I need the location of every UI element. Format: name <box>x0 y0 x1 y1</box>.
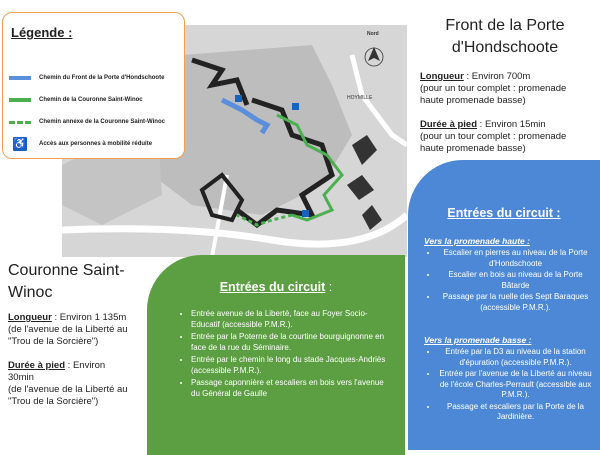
couronne-entries-panel <box>147 255 405 455</box>
length-label: Longueur <box>420 71 464 82</box>
dashed-line-icon <box>9 121 31 124</box>
lower-label: Vers la promenade basse : <box>424 335 532 345</box>
legend-label: Chemin du Front de la Porte d'Hondschoote <box>39 75 165 81</box>
upper-list <box>426 248 593 314</box>
list-item: • Entrée par le chemin le long du stade Jacques-Andriès (accessible P.M.R.). <box>191 355 391 376</box>
pmr-marker <box>235 95 242 102</box>
couronne-entries-list <box>177 309 391 401</box>
length-note: (de l'avenue de la Liberté au "Trou de la Sorcière") <box>8 324 128 347</box>
list-item: • Passage caponnière et escaliers en bois vers l'avenue du Général de Gaulle <box>191 378 391 399</box>
front-length <box>420 71 590 107</box>
couronne-title: Couronne Saint-Winoc <box>8 262 125 301</box>
length-value: : Environ 1 135m <box>51 312 127 323</box>
length-label: Longueur <box>8 312 52 323</box>
front-duration <box>420 119 590 155</box>
upper-label: Vers la promenade haute : <box>424 236 530 246</box>
legend-title: Légende : <box>11 25 73 40</box>
couronne-entries-title <box>147 280 405 294</box>
wheelchair-icon: ♿ <box>13 138 27 150</box>
couronne-length <box>8 312 133 348</box>
legend <box>2 12 185 159</box>
lower-list <box>426 347 593 424</box>
green-line-icon <box>9 98 31 102</box>
duration-value: : Environ 15min <box>477 119 546 130</box>
list-item: • Entrée avenue de la Liberté, face au Foyer Socio-Educatif (accessible P.M.R.). <box>191 309 391 330</box>
length-value: : Environ 700m <box>463 71 531 82</box>
legend-item-couronne <box>9 97 143 103</box>
list-item: • Passage par la ruelle des Sept Baraques (accessible P.M.R.). <box>438 292 593 313</box>
list-item: • Passage et escaliers par la Porte de la Jardinière. <box>438 402 593 423</box>
front-title: Front de la Porte d'Hondschoote <box>445 17 565 56</box>
legend-item-pmr <box>9 137 152 151</box>
north-label: Nord <box>367 31 379 37</box>
legend-item-annexe <box>9 119 165 125</box>
front-entries-panel <box>408 160 600 450</box>
legend-label: Chemin de la Couronne Saint-Winoc <box>39 97 143 103</box>
list-item: • Entrée par la Poterne de la courtine bourguignonne en face de la rue du Séminaire. <box>191 332 391 353</box>
place-label: HOYMILLE <box>347 95 373 101</box>
duration-value: : Environ 30min <box>8 360 106 383</box>
couronne-entries-title-text: Entrées du circuit <box>219 280 326 294</box>
pmr-marker <box>302 210 309 217</box>
front-info <box>420 15 590 155</box>
duration-note: (pour un tour complet : promenade haute promenade basse) <box>420 131 567 154</box>
duration-label: Durée à pied <box>8 360 66 371</box>
list-item: • Entrée par la D3 au niveau de la station d'épuration (accessible P.M.R.). <box>438 347 593 368</box>
pmr-marker <box>292 103 299 110</box>
title-suffix: : <box>325 280 333 294</box>
list-item: • Entrée par l'avenue de la Liberté au niveau de l'école Charles-Perrault (accessible aux P.M.R.). <box>438 369 593 401</box>
length-note: (pour un tour complet : promenade haute promenade basse) <box>420 83 567 106</box>
duration-note: (de l'avenue de la Liberté au "Trou de la Sorcière") <box>8 384 128 407</box>
couronne-duration <box>8 360 133 408</box>
couronne-info <box>8 260 133 408</box>
legend-item-front <box>9 75 164 81</box>
list-item: • Escalier en pierres au niveau de la Porte d'Hondschoote <box>438 248 593 269</box>
duration-label: Durée à pied <box>420 119 478 130</box>
list-item: • Escalier en bois au niveau de la Porte Bâtarde <box>438 270 593 291</box>
front-entries-title: Entrées du circuit : <box>447 206 561 220</box>
legend-label: Chemin annexe de la Couronne Saint-Winoc <box>39 119 165 125</box>
blue-line-icon <box>9 76 31 80</box>
legend-label: Accès aux personnes à mobilité réduite <box>39 141 153 147</box>
